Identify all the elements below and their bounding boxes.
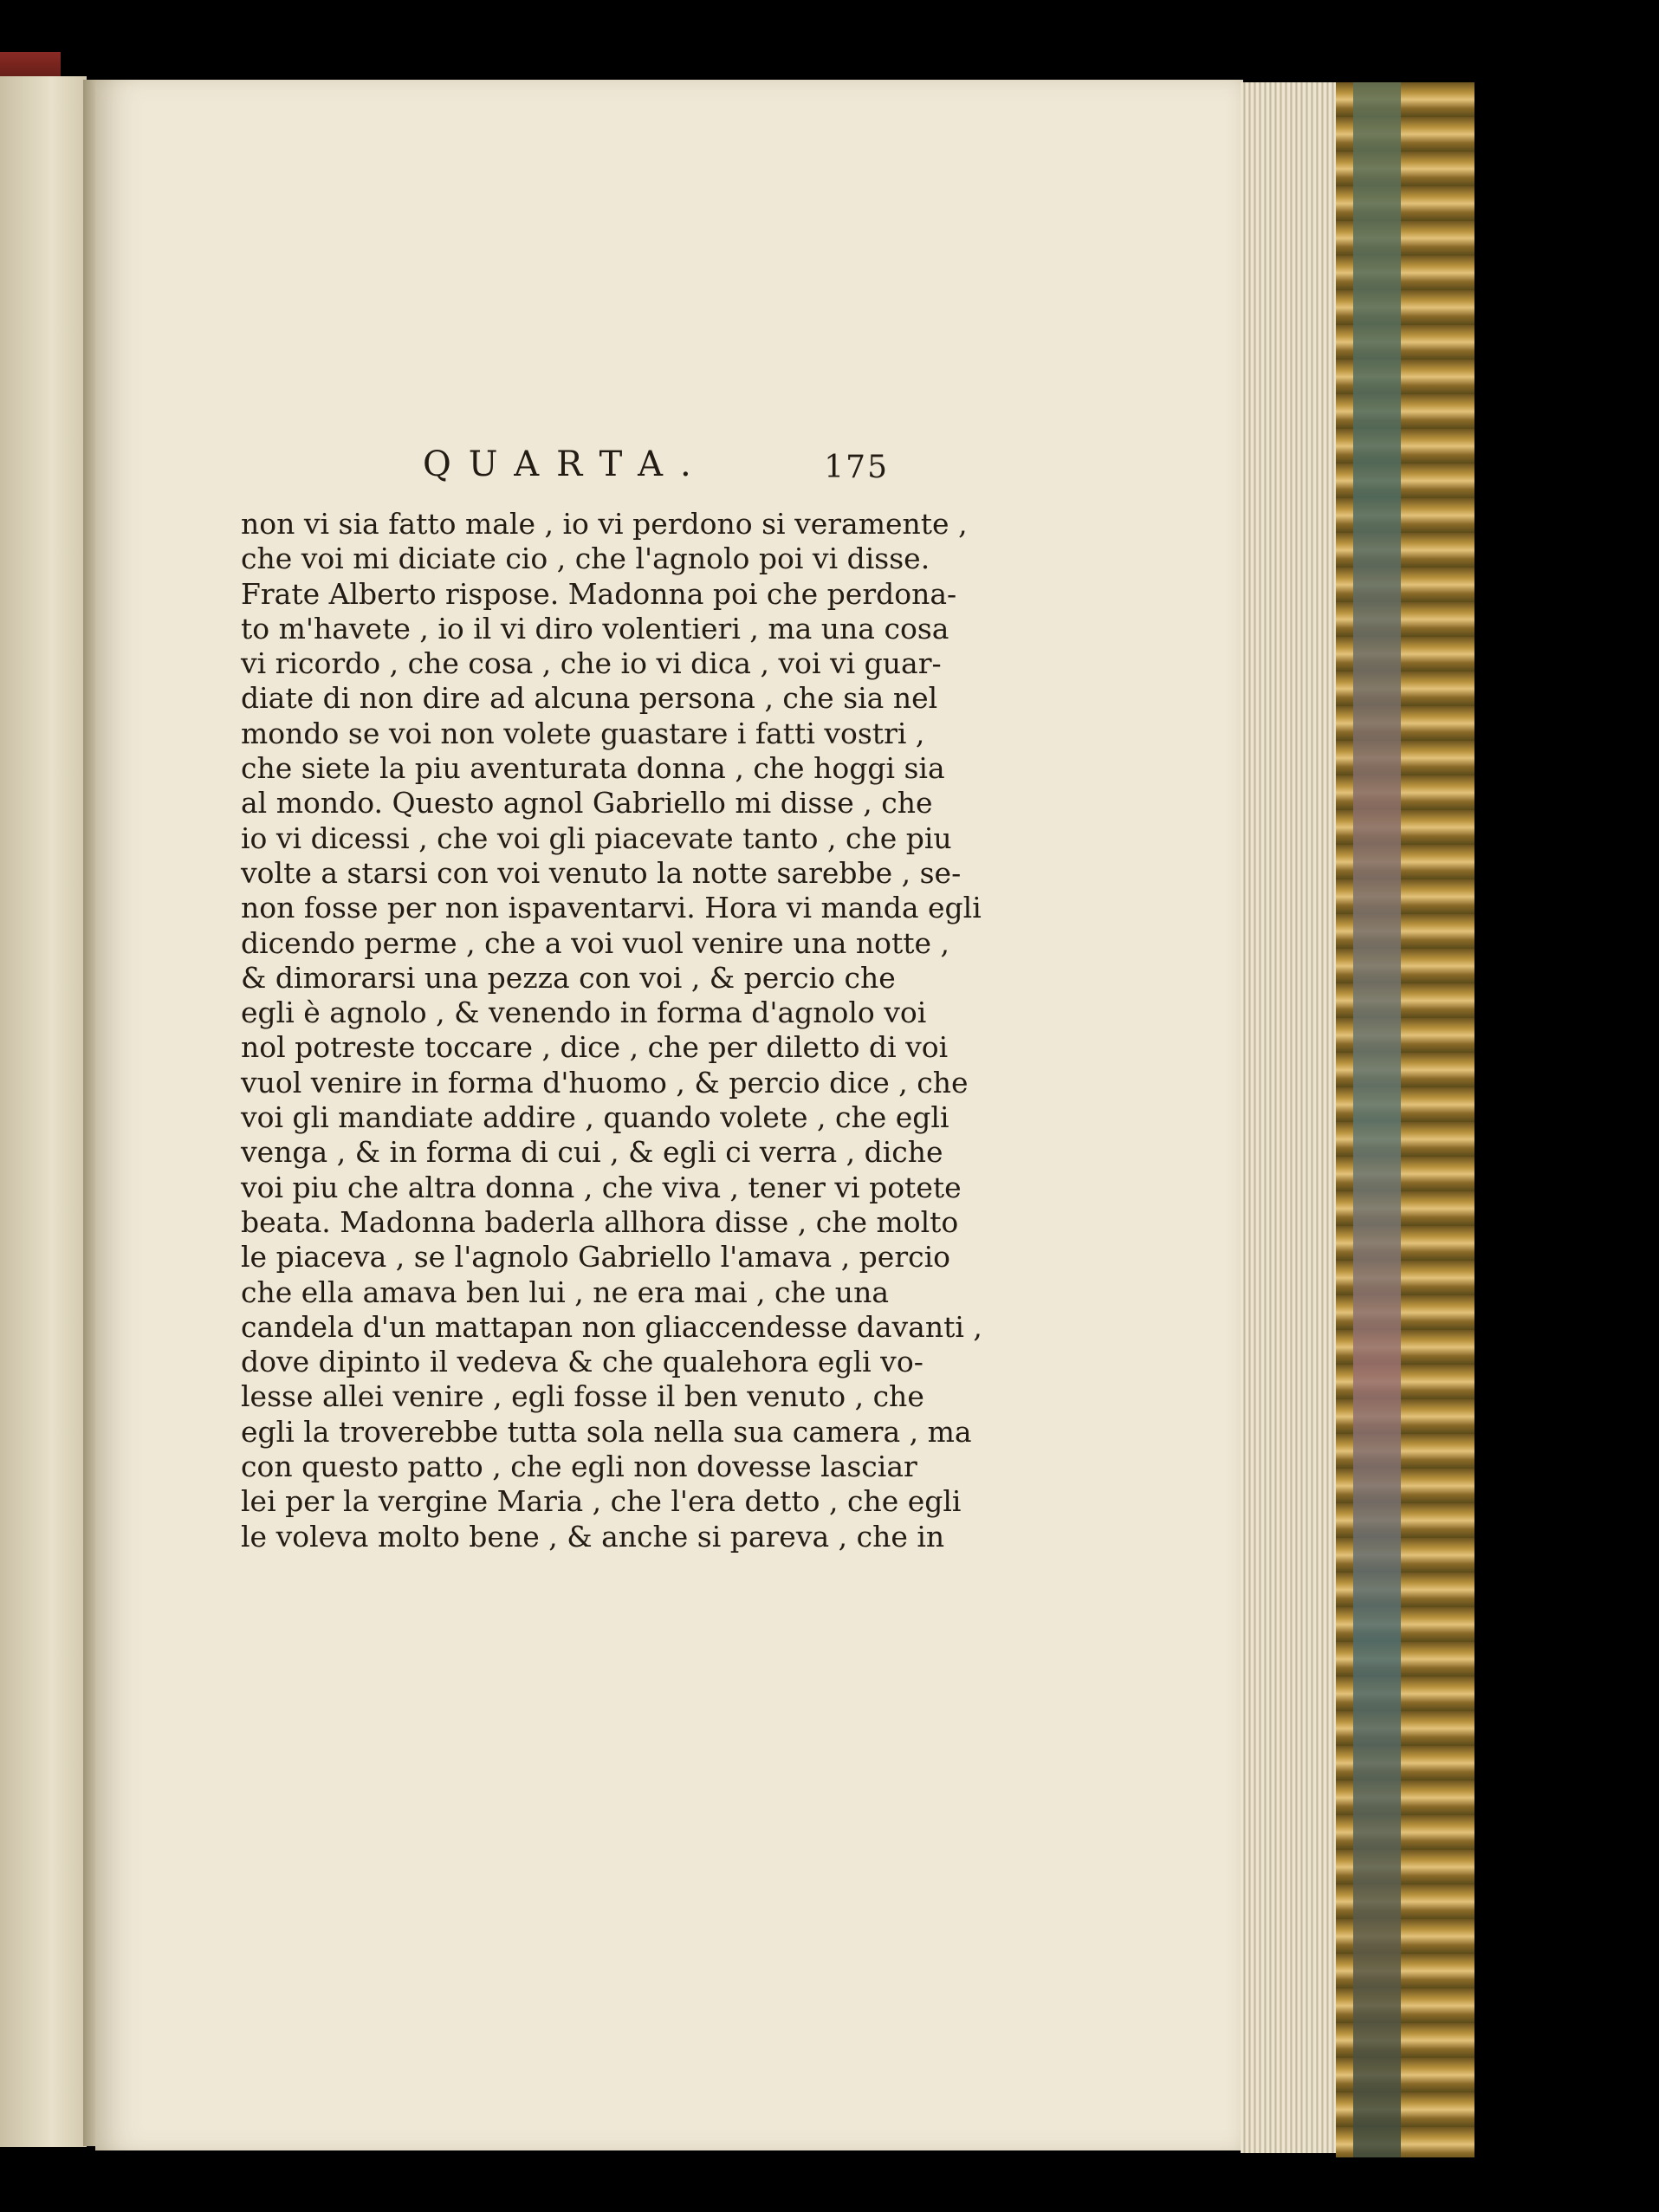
text-line: io vi dicessi , che voi gli piacevate tanto , che piu	[241, 821, 952, 855]
text-line: lesse allei venire , egli fosse il ben venuto , che	[241, 1379, 924, 1414]
text-line: & dimorarsi una pezza con voi , & percio che	[241, 960, 896, 995]
running-head-title: QUARTA.	[423, 444, 709, 484]
body-text	[241, 507, 982, 1554]
text-line: volte a starsi con voi venuto la notte sarebbe , se-	[241, 855, 962, 890]
text-line: dicendo perme , che a voi vuol venire una notte ,	[241, 925, 950, 960]
text-line: vi ricordo , che cosa , che io vi dica , voi vi guar-	[241, 646, 942, 681]
text-line: che voi mi diciate cio , che l'agnolo poi vi disse.	[241, 542, 930, 576]
text-line: non fosse per non ispaventarvi. Hora vi manda egli	[241, 891, 982, 925]
text-line: le piaceva , se l'agnolo Gabriello l'amava , percio	[241, 1240, 951, 1275]
text-line: lei per la vergine Maria , che l'era detto , che egli	[241, 1484, 962, 1519]
text-line: venga , & in forma di cui , & egli ci verra , diche	[241, 1135, 943, 1170]
text-line: beata. Madonna baderla allhora disse , che molto	[241, 1204, 959, 1239]
text-line: vuol venire in forma d'huomo , & percio dice , che	[241, 1065, 969, 1100]
text-line: voi gli mandiate addire , quando volete , che egli	[241, 1100, 949, 1135]
page-fore-edge	[1241, 82, 1336, 2153]
text-line: le voleva molto bene , & anche si pareva , che in	[241, 1519, 945, 1554]
text-line: mondo se voi non volete guastare i fatti vostri ,	[241, 716, 925, 750]
text-line: nol potreste toccare , dice , che per diletto di voi	[241, 1030, 949, 1065]
page-number: 175	[824, 450, 889, 485]
text-line: che ella amava ben lui , ne era mai , che una	[241, 1275, 889, 1309]
text-line: non vi sia fatto male , io vi perdono si veramente ,	[241, 507, 968, 541]
text-line: Frate Alberto rispose. Madonna poi che perdona-	[241, 576, 957, 611]
gilt-spine-edge	[1336, 82, 1474, 2157]
text-line: al mondo. Questo agnol Gabriello mi disse , che	[241, 786, 933, 821]
text-line: diate di non dire ad alcuna persona , che sia nel	[241, 681, 938, 716]
text-line: voi piu che altra donna , che viva , tener vi potete	[241, 1170, 962, 1204]
left-page-edge	[0, 76, 87, 2147]
text-line: egli è agnolo , & venendo in forma d'agnolo voi	[241, 996, 927, 1030]
text-line: egli la troverebbe tutta sola nella sua camera , ma	[241, 1414, 972, 1449]
text-line: con questo patto , che egli non dovesse lasciar	[241, 1450, 917, 1484]
running-head	[241, 438, 889, 507]
text-line: dove dipinto il vedeva & che qualehora egli vo-	[241, 1345, 923, 1379]
text-line: candela d'un mattapan non gliaccendesse davanti ,	[241, 1309, 982, 1344]
page-text-block	[241, 438, 982, 1554]
text-line: to m'havete , io il vi diro volentieri , ma una cosa	[241, 611, 949, 645]
text-line: che siete la piu aventurata donna , che hoggi sia	[241, 751, 945, 786]
